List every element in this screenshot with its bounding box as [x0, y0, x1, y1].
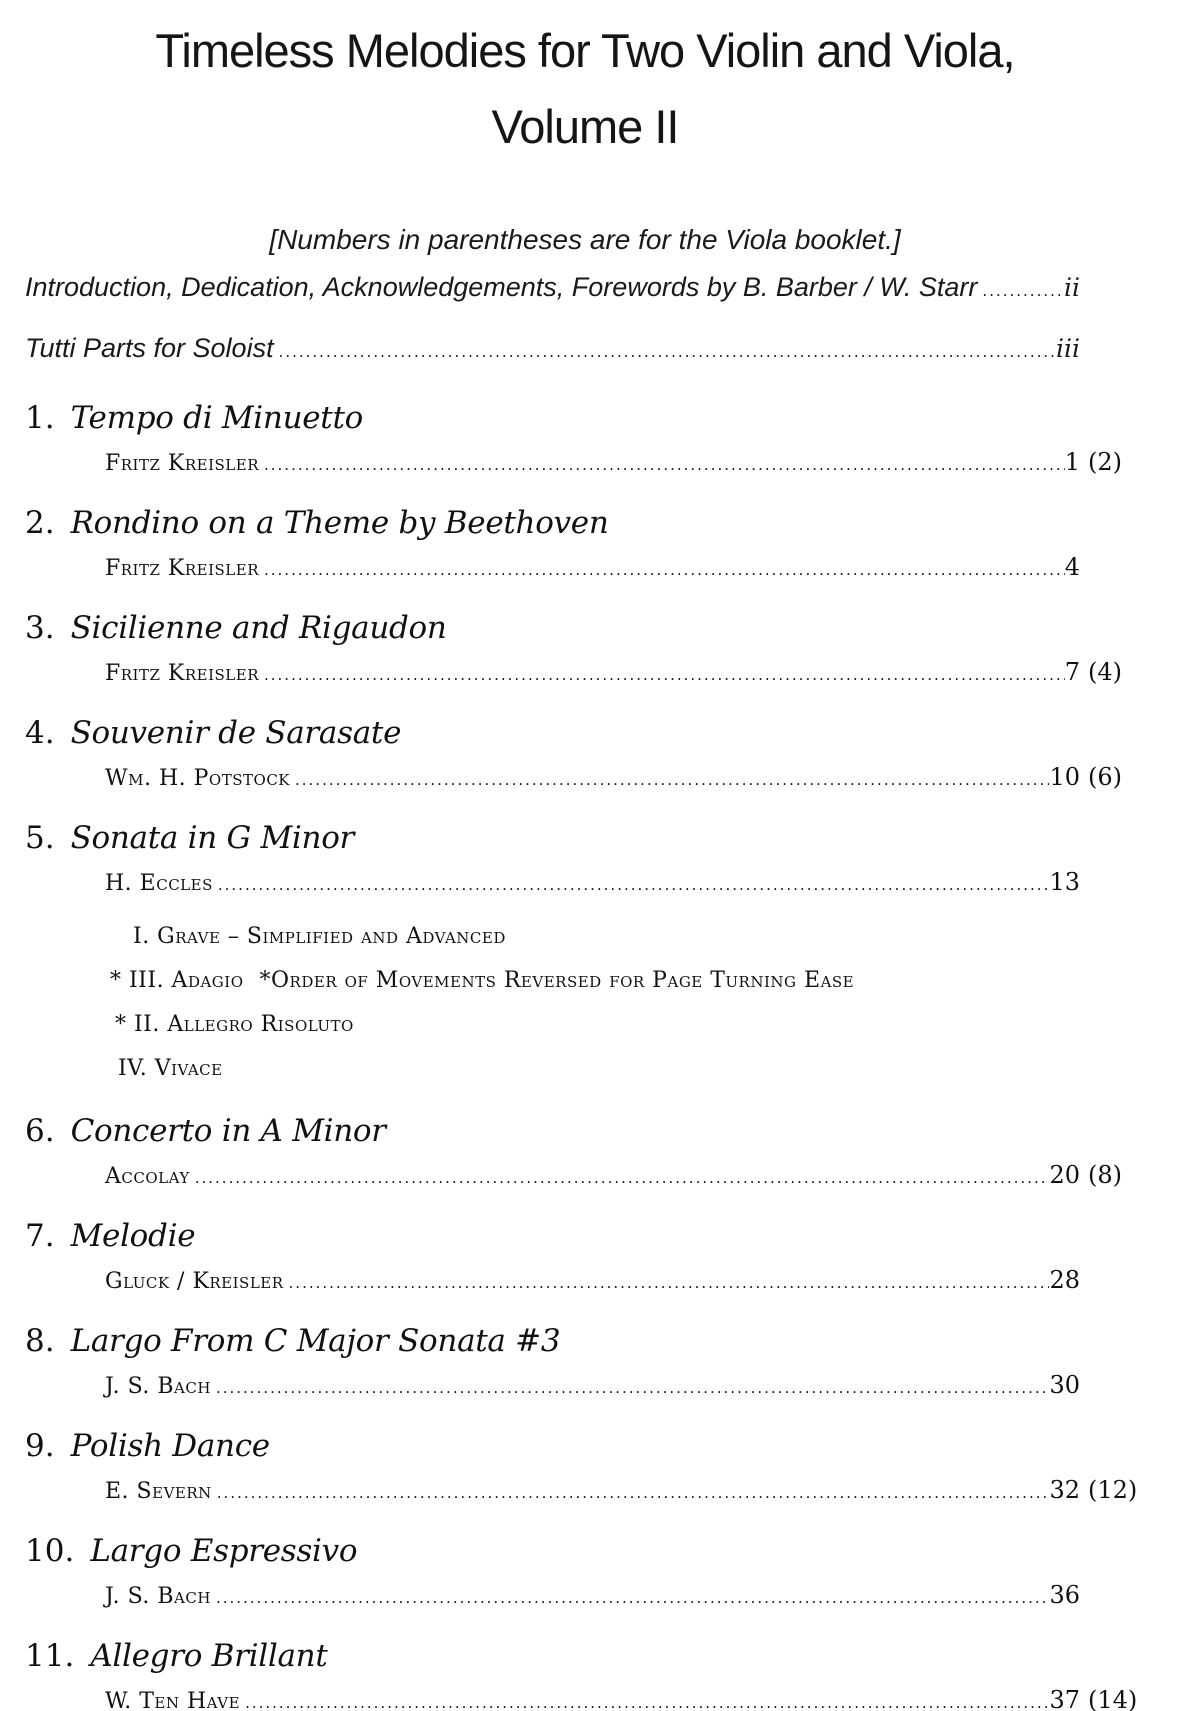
composer-row: Wm. H. Potstock ..... 10 (6) — [105, 764, 1080, 794]
header — [25, 25, 1145, 256]
book-title-line1: Timeless Melodies for Two Violin and Viola, — [155, 24, 1015, 77]
dot-leader — [211, 1375, 1050, 1402]
entry-title-row — [25, 1531, 1200, 1571]
movement-list — [0, 923, 1200, 1082]
entry-title-row — [25, 1426, 1200, 1466]
dot-leader — [259, 662, 1065, 689]
composer-name: Accolay — [105, 1164, 190, 1189]
violin-page-number: 28 — [1049, 1266, 1080, 1294]
composer-row — [105, 1267, 1080, 1297]
composer-name: Fritz Kreisler — [105, 451, 259, 476]
entry-number: 2. — [25, 505, 55, 541]
entry-title-row — [25, 608, 1200, 648]
entry-number: 8. — [25, 1323, 55, 1359]
toc-entries — [0, 398, 1200, 1711]
front-matter — [0, 272, 1200, 368]
violin-page-number: 10 — [1049, 763, 1080, 791]
composer-name: Fritz Kreisler — [105, 556, 259, 581]
toc-entry — [0, 818, 1200, 1082]
composer-row — [105, 869, 1080, 899]
toc-entry — [0, 608, 1200, 689]
composer-row: W. Ten Have ..... 37 (14) — [105, 1687, 1080, 1711]
dot-leader — [259, 557, 1065, 584]
toc-entry — [0, 1531, 1200, 1612]
entry-title: Tempo di Minuetto — [70, 400, 363, 436]
dot-leader — [190, 1165, 1050, 1192]
dot-leader — [240, 1690, 1049, 1711]
violin-page-number: 1 — [1064, 448, 1080, 476]
entry-title: Melodie — [70, 1218, 196, 1254]
front-matter-row — [25, 333, 1080, 368]
entry-title-row — [25, 1636, 1200, 1676]
entry-title-row — [25, 1111, 1200, 1151]
entry-title: Rondino on a Theme by Beethoven — [70, 505, 609, 541]
entry-title: Largo From C Major Sonata #3 — [70, 1323, 561, 1359]
toc-entry — [0, 503, 1200, 584]
violin-page-number: 7 — [1064, 658, 1080, 686]
movement-row — [110, 967, 1200, 994]
composer-row: Fritz Kreisler ..... 1 (2) — [105, 449, 1080, 479]
page-number-roman: iii — [1056, 334, 1080, 363]
violin-page-number: 13 — [1049, 868, 1080, 896]
toc-entry — [0, 1321, 1200, 1402]
violin-page-number: 32 — [1049, 1476, 1080, 1504]
movement-row — [133, 923, 1200, 950]
toc-entry — [0, 1636, 1200, 1711]
entry-title: Souvenir de Sarasate — [70, 715, 402, 751]
entry-title-row — [25, 398, 1200, 438]
movement-label: I. Grave – Simplified and Advanced — [133, 924, 506, 949]
toc-entry — [0, 1426, 1200, 1507]
movement-label: IV. Vivace — [118, 1056, 223, 1081]
composer-row: E. Severn ..... 32 (12) — [105, 1477, 1080, 1507]
violin-page-number: 37 — [1049, 1686, 1080, 1711]
composer-name: W. Ten Have — [105, 1689, 241, 1711]
violin-page-number: 30 — [1049, 1371, 1080, 1399]
entry-title: Sonata in G Minor — [70, 820, 355, 856]
entry-number: 1. — [25, 400, 55, 436]
entry-number: 5. — [25, 820, 55, 856]
entry-title-row — [25, 1216, 1200, 1256]
entry-title-row — [25, 503, 1200, 543]
dot-leader — [259, 452, 1065, 479]
composer-name: J. S. Bach — [105, 1584, 211, 1609]
front-matter-row — [25, 272, 1080, 307]
entry-title: Sicilienne and Rigaudon — [70, 610, 447, 646]
toc-entry — [0, 1216, 1200, 1297]
entry-title-row — [25, 818, 1200, 858]
composer-row — [105, 1582, 1080, 1612]
violin-page-number: 20 — [1049, 1161, 1080, 1189]
composer-row — [105, 554, 1080, 584]
composer-name: E. Severn — [105, 1479, 212, 1504]
entry-title: Concerto in A Minor — [70, 1113, 386, 1149]
entry-number: 10. — [25, 1533, 75, 1569]
dot-leader — [213, 872, 1050, 899]
front-matter-label: Tutti Parts for Soloist — [25, 333, 274, 363]
composer-row — [105, 1372, 1080, 1402]
viola-booklet-note: [Numbers in parentheses are for the Viola booklet.] — [269, 224, 901, 255]
dot-leader — [977, 276, 1064, 307]
movement-label: * III. Adagio — [110, 968, 244, 993]
entry-number: 11. — [25, 1638, 75, 1674]
composer-name: Fritz Kreisler — [105, 661, 259, 686]
composer-name: Gluck / Kreisler — [105, 1269, 284, 1294]
movement-row — [115, 1011, 1200, 1038]
composer-row: Accolay ..... 20 (8) — [105, 1162, 1080, 1192]
dot-leader — [290, 767, 1049, 794]
entry-title: Polish Dance — [70, 1428, 270, 1464]
entry-title-row — [25, 713, 1200, 753]
dot-leader — [212, 1480, 1050, 1507]
dot-leader — [284, 1270, 1050, 1297]
composer-name: H. Eccles — [105, 871, 213, 896]
entry-number: 7. — [25, 1218, 55, 1254]
entry-title-row — [25, 1321, 1200, 1361]
toc-entry — [0, 713, 1200, 794]
composer-name: Wm. H. Potstock — [105, 766, 290, 791]
dot-leader — [211, 1585, 1050, 1612]
front-matter-label: Introduction, Dedication, Acknowledgements, Forewords by B. Barber / W. Starr — [25, 272, 978, 302]
violin-page-number: 36 — [1049, 1581, 1080, 1609]
movement-label: * II. Allegro Risoluto — [115, 1012, 354, 1037]
book-title-line2: Volume II — [491, 100, 679, 153]
entry-number: 6. — [25, 1113, 55, 1149]
toc-entry — [0, 1111, 1200, 1192]
entry-title: Allegro Brillant — [90, 1638, 328, 1674]
entry-number: 9. — [25, 1428, 55, 1464]
entry-number: 3. — [25, 610, 55, 646]
movement-row — [118, 1055, 1200, 1082]
composer-row: Fritz Kreisler ..... 7 (4) — [105, 659, 1080, 689]
toc-entry — [0, 398, 1200, 479]
violin-page-number: 4 — [1064, 553, 1080, 581]
page-number-roman: ii — [1064, 273, 1080, 302]
entry-number: 4. — [25, 715, 55, 751]
composer-name: J. S. Bach — [105, 1374, 211, 1399]
entry-title: Largo Espressivo — [90, 1533, 358, 1569]
movement-note: *Order of Movements Reversed for Page Turning Ease — [259, 968, 855, 993]
dot-leader — [274, 337, 1056, 368]
